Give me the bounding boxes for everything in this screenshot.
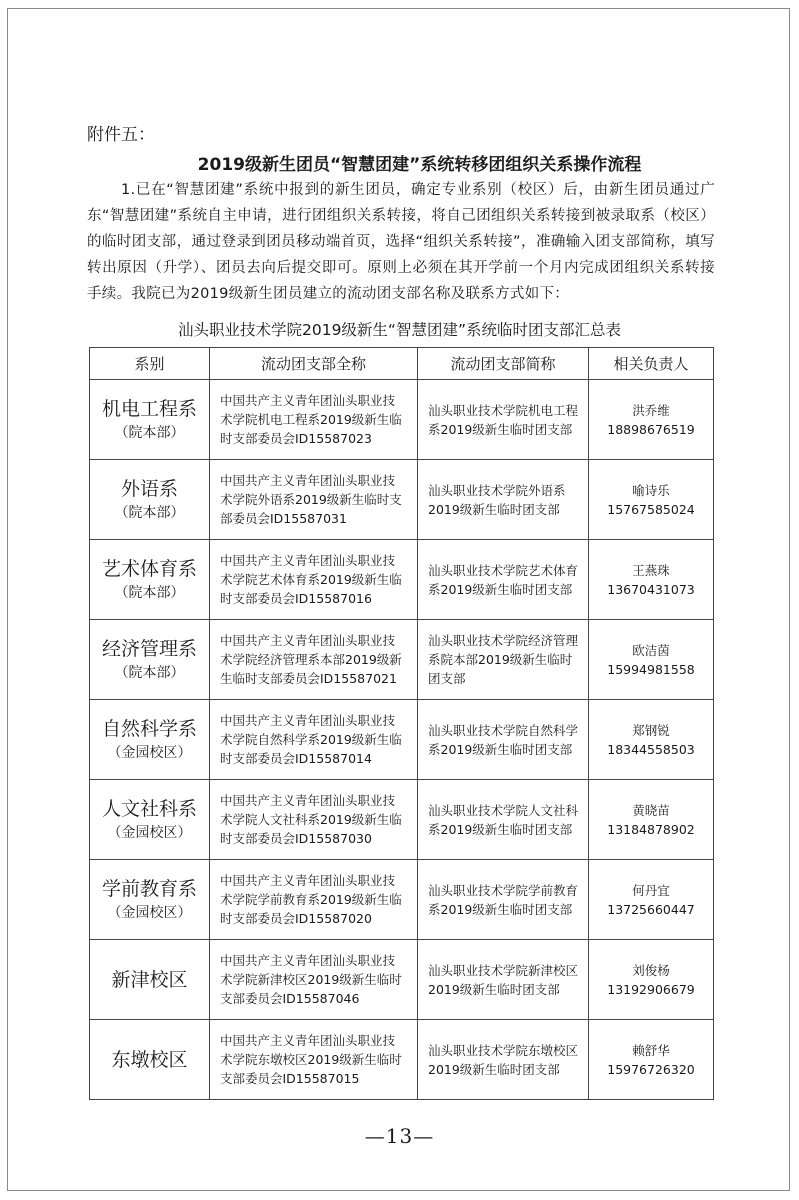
dept-cell <box>90 780 210 860</box>
contact-phone: 15994981558 <box>607 661 695 677</box>
contact-cell <box>589 1020 714 1100</box>
short-name-cell: 汕头职业技术学院机电工程系2019级新生临时团支部 <box>418 380 589 460</box>
contact-cell <box>589 780 714 860</box>
campus-name: （院本部） <box>114 504 185 521</box>
dept-name: 艺术体育系 <box>101 557 197 580</box>
table-row <box>90 780 714 860</box>
contact-phone: 13725660447 <box>607 901 695 917</box>
contact-phone: 13184878902 <box>607 821 695 837</box>
dept-cell <box>90 460 210 540</box>
contact-cell <box>589 540 714 620</box>
contact-phone: 13670431073 <box>607 581 695 597</box>
contact-phone: 15767585024 <box>607 501 695 517</box>
dept-name: 人文社科系 <box>101 797 197 820</box>
dept-name: 东墩校区 <box>111 1048 188 1071</box>
contact-cell <box>589 460 714 540</box>
contact-name: 喻诗乐 <box>632 482 670 498</box>
full-name-cell: 中国共产主义青年团汕头职业技术学院艺术体育系2019级新生临时支部委员会ID15587016 <box>210 540 418 620</box>
dept-name: 学前教育系 <box>101 877 197 900</box>
full-name-cell: 中国共产主义青年团汕头职业技术学院自然科学系2019级新生临时支部委员会ID15587014 <box>210 700 418 780</box>
short-name-cell: 汕头职业技术学院艺术体育系2019级新生临时团支部 <box>418 540 589 620</box>
contact-cell <box>589 620 714 700</box>
short-name-cell: 汕头职业技术学院经济管理系院本部2019级新生临时团支部 <box>418 620 589 700</box>
dept-cell <box>90 380 210 460</box>
dept-cell <box>90 620 210 700</box>
document-title: 2019级新生团员“智慧团建”系统转移团组织关系操作流程 <box>197 155 642 175</box>
short-name-cell: 汕头职业技术学院外语系2019级新生临时团支部 <box>418 460 589 540</box>
table-row <box>90 1020 714 1100</box>
short-name-cell: 汕头职业技术学院新津校区2019级新生临时团支部 <box>418 940 589 1020</box>
table-title: 汕头职业技术学院2019级新生“智慧团建”系统临时团支部汇总表 <box>177 321 621 339</box>
short-name-cell: 汕头职业技术学院东墩校区2019级新生临时团支部 <box>418 1020 589 1100</box>
dept-name: 新津校区 <box>111 968 188 991</box>
annex-label: 附件五： <box>87 125 155 145</box>
table-row <box>90 620 714 700</box>
summary-table <box>89 347 714 1100</box>
contact-cell <box>589 940 714 1020</box>
campus-name: （金园校区） <box>107 904 192 921</box>
full-name-cell: 中国共产主义青年团汕头职业技术学院新津校区2019级新生临时支部委员会ID15587046 <box>210 940 418 1020</box>
intro-paragraph <box>87 177 715 307</box>
intro-text: 1.已在“智慧团建”系统中报到的新生团员，确定专业系别（校区）后，由新生团员通过广东“智慧团建”系统自主申请，进行团组织关系转接，将自己团组织关系转接到被录取系（校区）的临时团支部，通过登录到团员移动端首页，选择“组织关系转接”，准确输入团支部简称，填写转出原因（升学）、团员去向后提交即可。原则上必须在其开学前一个月内完成团组织关系转接手续。我院已为2019级新生团员建立的流动团支部名称及联系方式如下： <box>87 182 715 302</box>
campus-name: （院本部） <box>114 664 185 681</box>
dept-name: 经济管理系 <box>101 637 197 660</box>
table-header-row <box>90 348 714 380</box>
short-name-cell: 汕头职业技术学院人文社科系2019级新生临时团支部 <box>418 780 589 860</box>
table-row <box>90 940 714 1020</box>
header-full-name: 流动团支部全称 <box>210 348 418 380</box>
header-short-name: 流动团支部简称 <box>418 348 589 380</box>
contact-name: 赖舒华 <box>632 1042 670 1058</box>
contact-name: 郑钢锐 <box>632 722 670 738</box>
table-row <box>90 540 714 620</box>
campus-name: （院本部） <box>114 424 185 441</box>
header-contact: 相关负责人 <box>589 348 714 380</box>
dept-name: 自然科学系 <box>101 717 197 740</box>
contact-name: 王燕珠 <box>632 562 670 578</box>
contact-cell <box>589 700 714 780</box>
contact-name: 洪乔维 <box>632 402 670 418</box>
campus-name: （院本部） <box>114 584 185 601</box>
dept-cell <box>90 540 210 620</box>
full-name-cell: 中国共产主义青年团汕头职业技术学院人文社科系2019级新生临时支部委员会ID15587030 <box>210 780 418 860</box>
contact-phone: 13192906679 <box>607 981 695 997</box>
page-number: —13— <box>364 1124 435 1148</box>
header-dept: 系别 <box>90 348 210 380</box>
contact-cell <box>589 860 714 940</box>
contact-phone: 15976726320 <box>607 1061 695 1077</box>
contact-name: 欧洁茵 <box>632 642 670 658</box>
full-name-cell: 中国共产主义青年团汕头职业技术学院机电工程系2019级新生临时支部委员会ID15587023 <box>210 380 418 460</box>
dept-cell <box>90 700 210 780</box>
dept-cell <box>90 860 210 940</box>
dept-cell <box>90 940 210 1020</box>
dept-cell <box>90 1020 210 1100</box>
contact-name: 黄晓苗 <box>632 802 670 818</box>
dept-name: 外语系 <box>120 477 178 500</box>
contact-phone: 18344558503 <box>607 741 695 757</box>
dept-name: 机电工程系 <box>101 397 197 420</box>
contact-cell <box>589 380 714 460</box>
contact-name: 何丹宜 <box>632 882 670 898</box>
table-row <box>90 860 714 940</box>
table-row <box>90 380 714 460</box>
full-name-cell: 中国共产主义青年团汕头职业技术学院东墩校区2019级新生临时支部委员会ID15587015 <box>210 1020 418 1100</box>
campus-name: （金园校区） <box>107 824 192 841</box>
contact-name: 刘俊杨 <box>632 962 670 978</box>
short-name-cell: 汕头职业技术学院学前教育系2019级新生临时团支部 <box>418 860 589 940</box>
full-name-cell: 中国共产主义青年团汕头职业技术学院学前教育系2019级新生临时支部委员会ID15587020 <box>210 860 418 940</box>
contact-phone: 18898676519 <box>607 421 695 437</box>
short-name-cell: 汕头职业技术学院自然科学系2019级新生临时团支部 <box>418 700 589 780</box>
campus-name: （金园校区） <box>107 744 192 761</box>
full-name-cell: 中国共产主义青年团汕头职业技术学院外语系2019级新生临时支部委员会ID15587031 <box>210 460 418 540</box>
full-name-cell: 中国共产主义青年团汕头职业技术学院经济管理系本部2019级新生临时支部委员会ID15587021 <box>210 620 418 700</box>
table-row <box>90 700 714 780</box>
table-row <box>90 460 714 540</box>
